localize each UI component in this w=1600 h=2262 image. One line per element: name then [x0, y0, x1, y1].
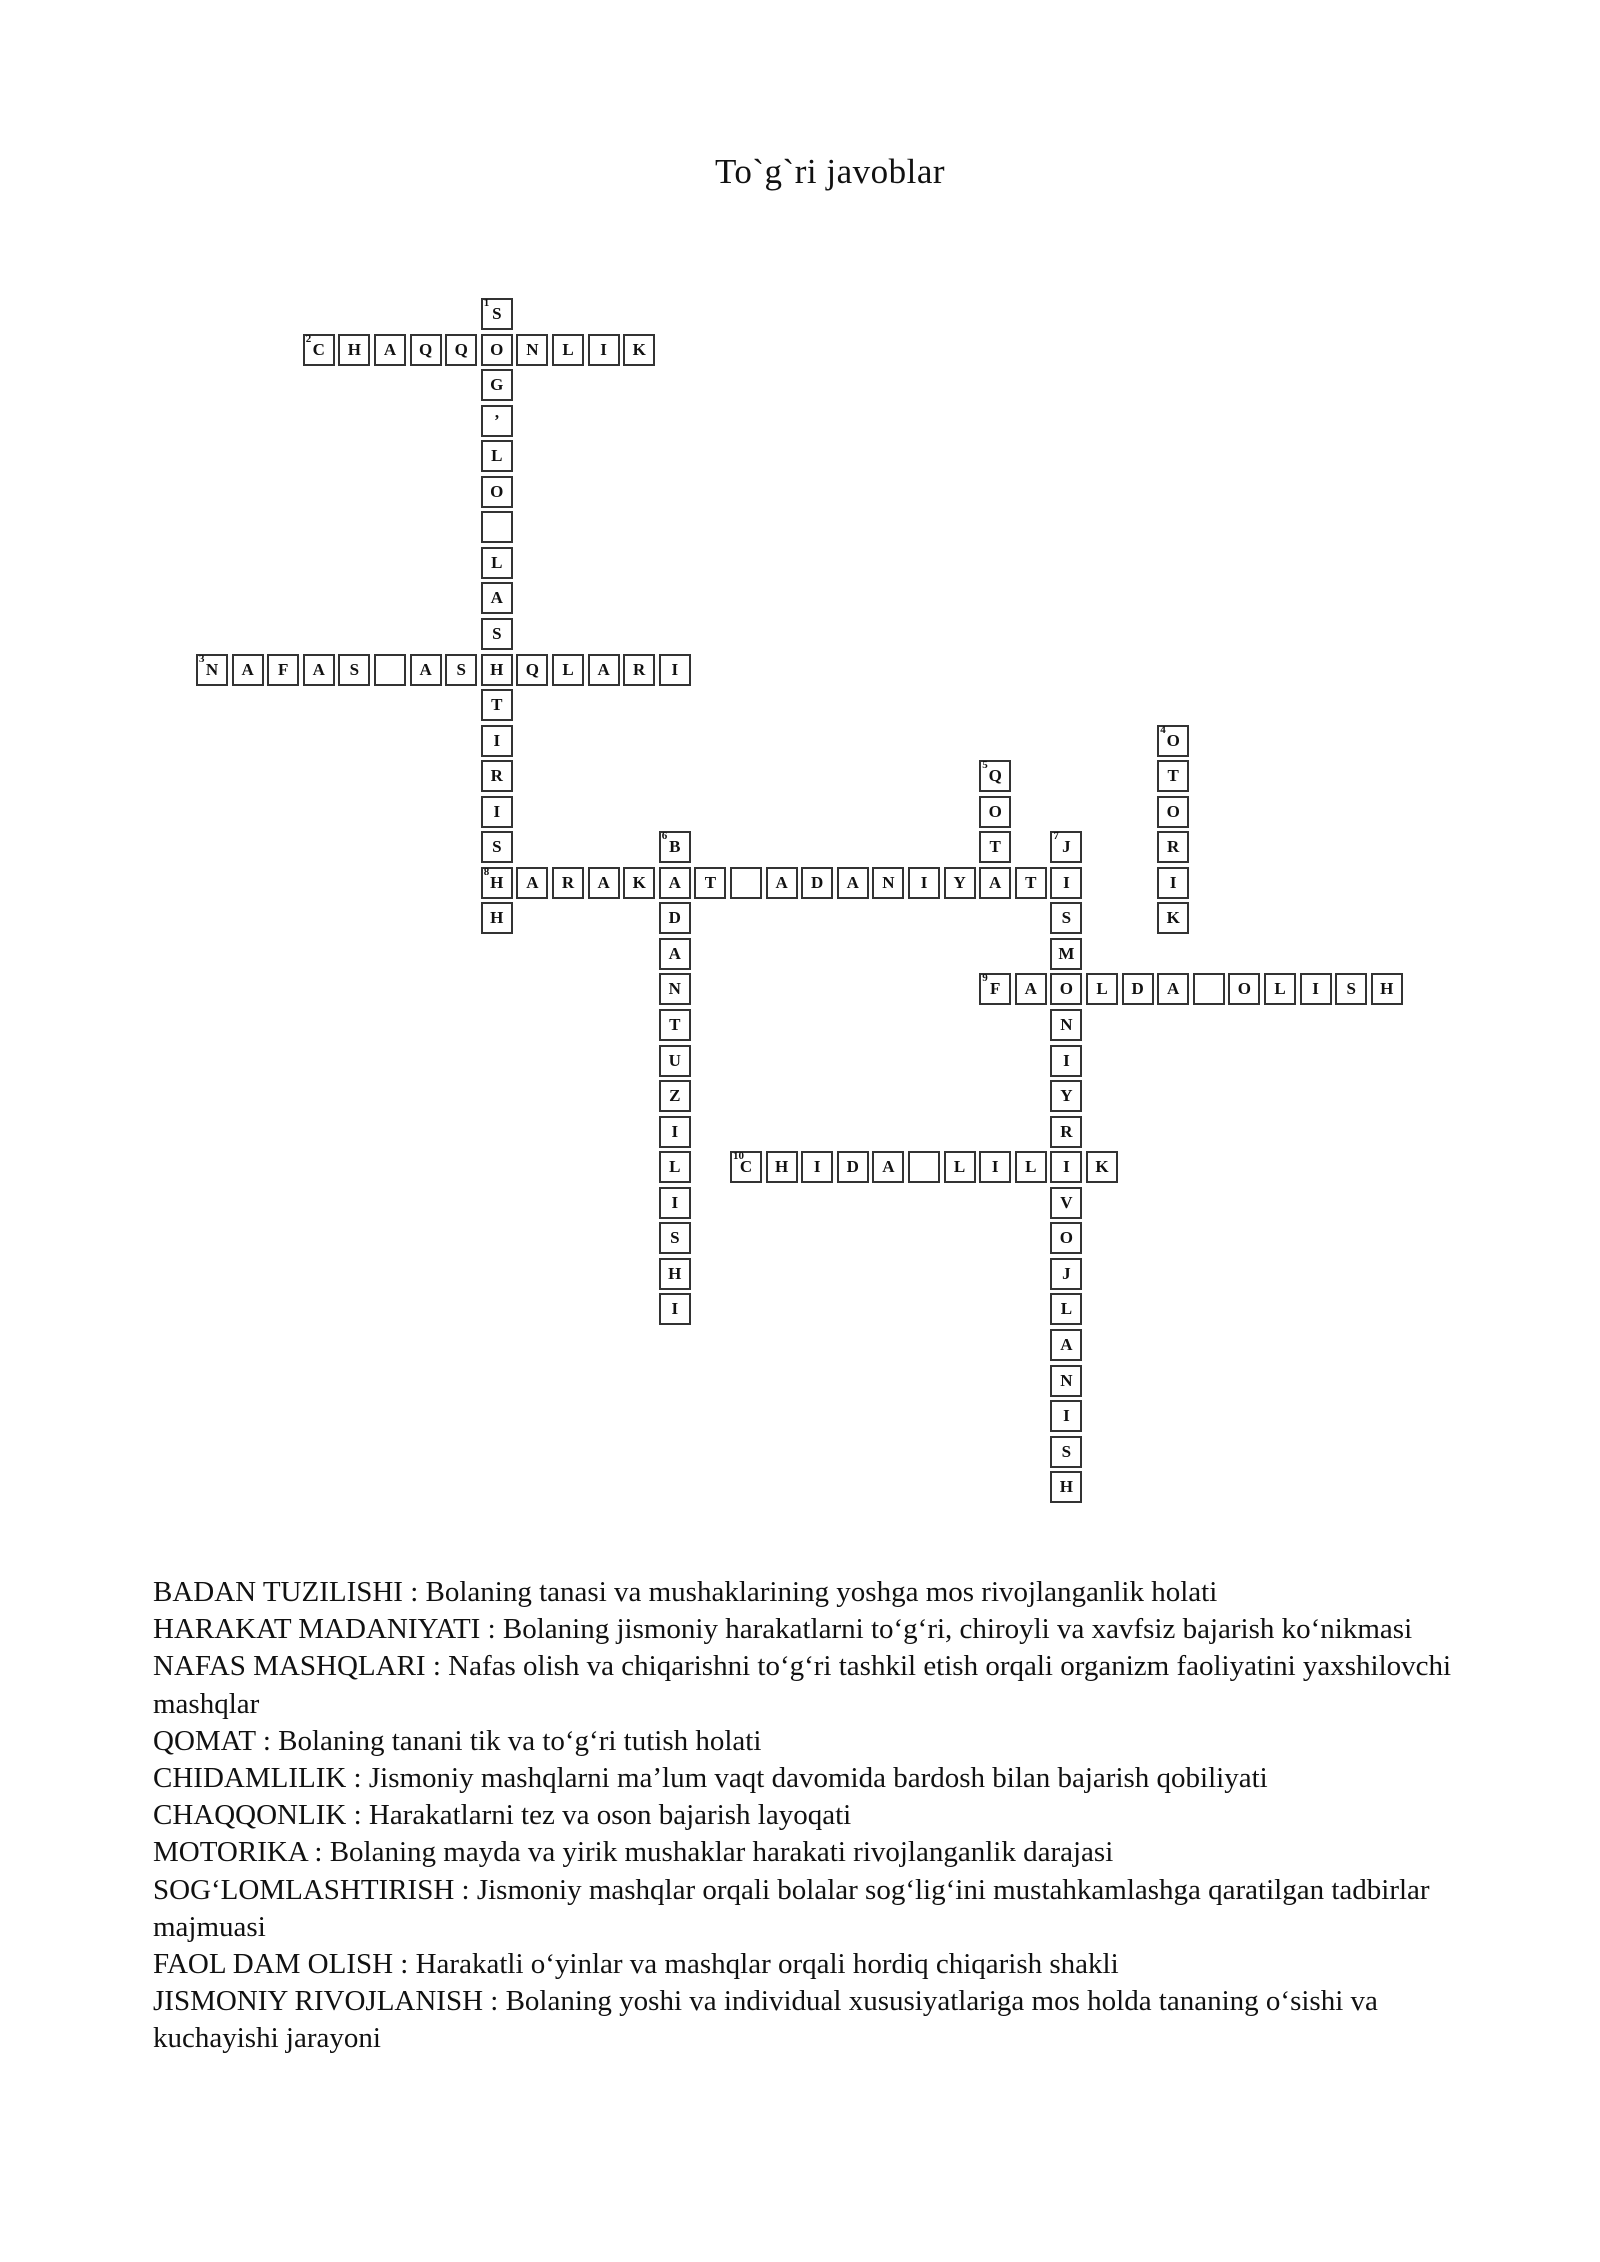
crossword-cell [481, 298, 513, 330]
crossword-cell [623, 334, 655, 366]
cell-letter: O [1237, 979, 1251, 999]
cell-letter: S [1061, 908, 1072, 928]
crossword-cell [1086, 973, 1118, 1005]
cell-letter: L [669, 1157, 681, 1177]
cell-letter: H [1380, 979, 1394, 999]
crossword-cell [1050, 1365, 1082, 1397]
crossword-cell [516, 867, 548, 899]
cell-letter: I [671, 659, 679, 679]
cell-letter: J [1062, 837, 1071, 857]
crossword-cell [588, 334, 620, 366]
crossword-cell [659, 902, 691, 934]
cell-letter: Q [454, 339, 468, 359]
cell-letter: N [668, 979, 681, 999]
crossword-cell [944, 1151, 976, 1183]
clue-number: 9 [982, 972, 988, 985]
cell-letter: J [1062, 1263, 1071, 1283]
definitions-list [153, 1574, 1493, 2058]
crossword-cell [481, 689, 513, 721]
crossword-cell [1050, 1258, 1082, 1290]
cell-letter: N [526, 339, 539, 359]
crossword-cell [232, 654, 264, 686]
cell-letter: I [671, 1121, 679, 1141]
crossword-cell [374, 654, 406, 686]
cell-letter: C [312, 339, 325, 359]
cell-letter: R [1060, 1121, 1073, 1141]
cell-letter: A [846, 872, 859, 892]
crossword-cell [837, 867, 869, 899]
cell-letter: A [383, 339, 397, 359]
cell-letter: B [669, 837, 681, 857]
cell-letter: I [1063, 1050, 1070, 1070]
crossword-cell [481, 440, 513, 472]
crossword-cell [552, 867, 584, 899]
crossword-cell [1122, 973, 1154, 1005]
cell-letter: Q [525, 659, 539, 679]
cell-letter: A [1167, 979, 1180, 999]
cell-letter: A [312, 659, 325, 679]
crossword-cell [1050, 1436, 1082, 1468]
cell-letter: Y [1060, 1086, 1073, 1106]
crossword-cell [1050, 1222, 1082, 1254]
cell-letter: H [1059, 1477, 1073, 1497]
crossword-cell [303, 334, 335, 366]
crossword-cell [588, 654, 620, 686]
crossword-cell [1157, 725, 1189, 757]
crossword-cell [979, 796, 1011, 828]
cell-letter: S [492, 837, 502, 857]
cell-letter: S [492, 304, 502, 323]
crossword-cell [1015, 867, 1047, 899]
crossword-cell [801, 1151, 833, 1183]
crossword-cell [481, 796, 513, 828]
crossword-cell [872, 867, 904, 899]
cell-letter: L [1096, 979, 1108, 999]
cell-letter: G [490, 375, 504, 395]
cell-letter: F [989, 979, 1001, 999]
cell-letter: A [526, 872, 539, 892]
cell-letter: I [1063, 872, 1070, 892]
crossword-cell [552, 654, 584, 686]
crossword-cell [659, 1222, 691, 1254]
clue-number: 5 [982, 759, 988, 772]
cell-letter: I [920, 872, 928, 892]
crossword-cell [1300, 973, 1332, 1005]
cell-letter: H [347, 339, 361, 359]
page-title: To`g`ri javoblar [714, 152, 946, 191]
crossword-cell [445, 334, 477, 366]
crossword-cell [1050, 1116, 1082, 1148]
cell-letter: L [953, 1157, 966, 1177]
crossword-cell [1015, 973, 1047, 1005]
crossword-cell [659, 938, 691, 970]
clue-number: 8 [483, 865, 490, 878]
cell-letter: A [668, 943, 681, 963]
cell-letter: M [1058, 943, 1075, 963]
crossword-cell [481, 547, 513, 579]
cell-letter: A [597, 872, 610, 892]
crossword-cell [1050, 1400, 1082, 1432]
cell-letter: S [456, 659, 466, 679]
cell-letter: S [1061, 1441, 1072, 1461]
crossword-cell [659, 1258, 691, 1290]
cell-letter: O [988, 801, 1002, 821]
cell-letter: S [492, 623, 502, 643]
crossword-cell [481, 902, 513, 934]
cell-letter: O [1059, 979, 1073, 999]
cell-letter: A [1060, 1334, 1073, 1354]
definition-item: QOMAT : Bolaning tanani tik va to‘g‘ri tutish holati [153, 1724, 762, 1757]
cell-letter: L [1274, 979, 1286, 999]
cell-letter: O [1166, 801, 1180, 821]
crossword-cell [1228, 973, 1260, 1005]
crossword-cell [1193, 973, 1225, 1005]
cell-letter: L [1060, 1299, 1073, 1319]
crossword-cell [766, 1151, 798, 1183]
crossword-cell [481, 654, 513, 686]
crossword-cell [481, 334, 513, 366]
cell-letter: T [704, 872, 717, 892]
crossword-cell [659, 1151, 691, 1183]
crossword-cell [445, 654, 477, 686]
cell-letter: Q [418, 339, 433, 359]
cell-letter: O [490, 339, 504, 359]
crossword-cell [338, 334, 370, 366]
definition-item: BADAN TUZILISHI : Bolaning tanasi va mushaklarining yoshga mos rivojlanganlik holati [153, 1576, 1218, 1608]
cell-letter: R [561, 872, 575, 892]
crossword-cell [1157, 796, 1189, 828]
cell-letter: V [1060, 1192, 1073, 1212]
crossword-cell [1050, 938, 1082, 970]
crossword-cell [481, 369, 513, 401]
crossword-cell [481, 831, 513, 863]
crossword-cell [659, 973, 691, 1005]
cell-letter: A [241, 659, 254, 679]
crossword-cell [979, 973, 1011, 1005]
crossword-cell [1050, 1080, 1082, 1112]
cell-letter: T [669, 1015, 681, 1034]
definition-item: SOG‘LOMLASHTIRISH : Jismoniy mashqlar orqali bolalar sog‘lig‘ini mustahkamlashga qaratilgan tadbirlar majmuasi [153, 1873, 1430, 1943]
cell-letter: K [1095, 1157, 1109, 1177]
crossword-cell [481, 760, 513, 792]
clue-number: 10 [733, 1150, 744, 1163]
crossword-cell [766, 867, 798, 899]
crossword-cell [1264, 973, 1296, 1005]
cell-letter: I [671, 1192, 679, 1212]
cell-letter: I [1063, 1406, 1070, 1426]
definition-item: NAFAS MASHQLARI : Nafas olish va chiqarishni to‘g‘ri tashkil etish orqali organizm faoliyatini yaxshilovchi mashqlar [153, 1650, 1452, 1720]
crossword-cell [730, 1151, 762, 1183]
cell-letter: Y [953, 872, 966, 892]
cell-letter: L [1025, 1157, 1037, 1177]
cell-letter: A [882, 1157, 895, 1177]
crossword-cell [410, 334, 442, 366]
cell-letter: S [670, 1228, 680, 1248]
crossword-cell [659, 1187, 691, 1219]
clue-number: 4 [1160, 723, 1166, 736]
crossword-cell [659, 1116, 691, 1148]
cell-letter: L [562, 339, 574, 359]
crossword-cell [623, 867, 655, 899]
cell-letter: K [632, 339, 646, 359]
crossword-cell [1371, 973, 1403, 1005]
cell-letter: L [491, 446, 503, 466]
cell-letter: I [813, 1157, 821, 1177]
crossword-cell [303, 654, 335, 686]
crossword-cell [659, 654, 691, 686]
crossword-cell [481, 476, 513, 508]
cell-letter: T [1025, 872, 1037, 892]
crossword-cell [481, 405, 513, 437]
crossword-cell [1157, 902, 1189, 934]
cell-letter: Z [669, 1086, 681, 1106]
crossword-cell [623, 654, 655, 686]
cell-letter: I [493, 730, 501, 750]
cell-letter: R [633, 659, 646, 679]
clue-number: 6 [661, 830, 668, 843]
definition-item: HARAKAT MADANIYATI : Bolaning jismoniy harakatlarni to‘g‘ri, chiroyli va xavfsiz bajarish ko‘nikmasi [153, 1613, 1413, 1646]
crossword-cell [979, 831, 1011, 863]
cell-letter: N [882, 872, 895, 892]
crossword-cell [659, 1009, 691, 1041]
cell-letter: H [490, 908, 504, 928]
cell-letter: H [668, 1263, 682, 1283]
crossword-cell [979, 760, 1011, 792]
crossword-cell [338, 654, 370, 686]
crossword-cell [1050, 902, 1082, 934]
cell-letter: R [490, 766, 503, 786]
crossword-cell [837, 1151, 869, 1183]
clue-number: 2 [305, 332, 312, 345]
crossword-cell [1050, 1329, 1082, 1361]
cell-letter: F [277, 659, 289, 679]
crossword-cell [552, 334, 584, 366]
definition-item: FAOL DAM OLISH : Harakatli o‘yinlar va mashqlar orqali hordiq chiqarish shakli [153, 1948, 1119, 1981]
cell-letter: D [668, 908, 681, 928]
cell-letter: T [1167, 766, 1179, 786]
crossword-cell [1157, 760, 1189, 792]
cell-letter: S [1346, 979, 1356, 999]
crossword-cell [659, 1293, 691, 1325]
crossword-cell [588, 867, 620, 899]
crossword-cell [1050, 1009, 1082, 1041]
cell-letter: N [1060, 1370, 1073, 1390]
clue-number: 3 [199, 652, 205, 665]
cell-letter: N [205, 659, 219, 679]
crossword-cell [979, 1151, 1011, 1183]
crossword-cell [481, 618, 513, 650]
cell-letter: T [989, 837, 1001, 857]
crossword-cell [516, 334, 548, 366]
crossword-cell [267, 654, 299, 686]
crossword-cell [481, 725, 513, 757]
crossword-cell [481, 582, 513, 614]
crossword-cell [1335, 973, 1367, 1005]
cell-letter: I [671, 1299, 679, 1319]
cell-letter: I [1169, 872, 1177, 892]
clue-number: 1 [483, 297, 490, 309]
crossword-cell [1050, 1045, 1082, 1077]
definition-item: CHAQQONLIK : Harakatlarni tez va oson bajarish layoqati [153, 1799, 852, 1832]
crossword-cell [801, 867, 833, 899]
cell-letter: I [991, 1157, 999, 1177]
crossword-cell [1050, 1151, 1082, 1183]
cell-letter: K [632, 872, 646, 892]
cell-letter: I [493, 801, 501, 821]
crossword-cell [1050, 1187, 1082, 1219]
crossword-cell [374, 334, 406, 366]
crossword-cell [908, 867, 940, 899]
cell-letter: L [562, 659, 574, 679]
crossword-cell [730, 867, 762, 899]
crossword-cell [1050, 1293, 1082, 1325]
cell-letter: U [668, 1050, 681, 1070]
cell-letter: O [1059, 1228, 1073, 1248]
crossword-cell [659, 867, 691, 899]
crossword-cell [1050, 1471, 1082, 1503]
crossword-cell [659, 1045, 691, 1077]
cell-letter: H [774, 1157, 789, 1177]
crossword-cell [1157, 831, 1189, 863]
cell-letter: D [811, 872, 824, 892]
crossword-cell [516, 654, 548, 686]
cell-letter: T [491, 695, 503, 715]
cell-letter: K [1166, 908, 1180, 928]
cell-letter: O [490, 481, 504, 501]
crossword-cell [979, 867, 1011, 899]
cell-letter: O [1166, 730, 1180, 750]
cell-letter: D [846, 1157, 859, 1177]
crossword-cell [1015, 1151, 1047, 1183]
crossword-cell [410, 654, 442, 686]
cell-letter: I [1312, 979, 1319, 999]
cell-letter: A [490, 588, 503, 608]
cell-letter: I [600, 339, 607, 359]
definition-item: JISMONIY RIVOJLANISH : Bolaning yoshi va individual xususiyatlariga mos holda tananing o‘sishi va kuchayishi jarayoni [153, 1985, 1378, 2055]
cell-letter: A [419, 659, 432, 679]
crossword-cell [481, 511, 513, 543]
cell-letter: N [1060, 1015, 1073, 1034]
cell-letter: C [739, 1157, 753, 1177]
definition-item: CHIDAMLILIK : Jismoniy mashqlarni ma’lum vaqt davomida bardosh bilan bajarish qobiliyati [153, 1762, 1268, 1795]
definition-item: MOTORIKA : Bolaning mayda va yirik mushaklar harakati rivojlanganlik darajasi [153, 1836, 1114, 1869]
crossword-cell [659, 1080, 691, 1112]
crossword-cell [481, 867, 513, 899]
cell-letter: L [491, 552, 503, 572]
crossword-cell [196, 654, 228, 686]
crossword-cell [659, 831, 691, 863]
cell-letter: S [349, 659, 360, 679]
crossword-cell [1157, 973, 1189, 1005]
crossword-cell [1050, 831, 1082, 863]
crossword-cell [872, 1151, 904, 1183]
cell-letter: ’ [493, 410, 500, 430]
crossword-cell [944, 867, 976, 899]
cell-letter: A [668, 872, 681, 892]
cell-letter: A [597, 659, 610, 679]
cell-letter: I [1063, 1157, 1070, 1177]
cell-letter: A [775, 872, 788, 892]
cell-letter: H [490, 659, 504, 679]
cell-letter: Q [988, 766, 1002, 786]
crossword-cell [1050, 973, 1082, 1005]
cell-letter: A [989, 872, 1002, 892]
cell-letter: A [1024, 979, 1037, 999]
clue-number: 7 [1053, 830, 1059, 843]
crossword-cell [1086, 1151, 1118, 1183]
crossword-cell [1050, 867, 1082, 899]
crossword-cell [908, 1151, 940, 1183]
cell-letter: R [1167, 837, 1180, 857]
cell-letter: D [1131, 979, 1144, 999]
crossword-cell [694, 867, 726, 899]
cell-letter: H [490, 872, 504, 892]
crossword-cell [1157, 867, 1189, 899]
